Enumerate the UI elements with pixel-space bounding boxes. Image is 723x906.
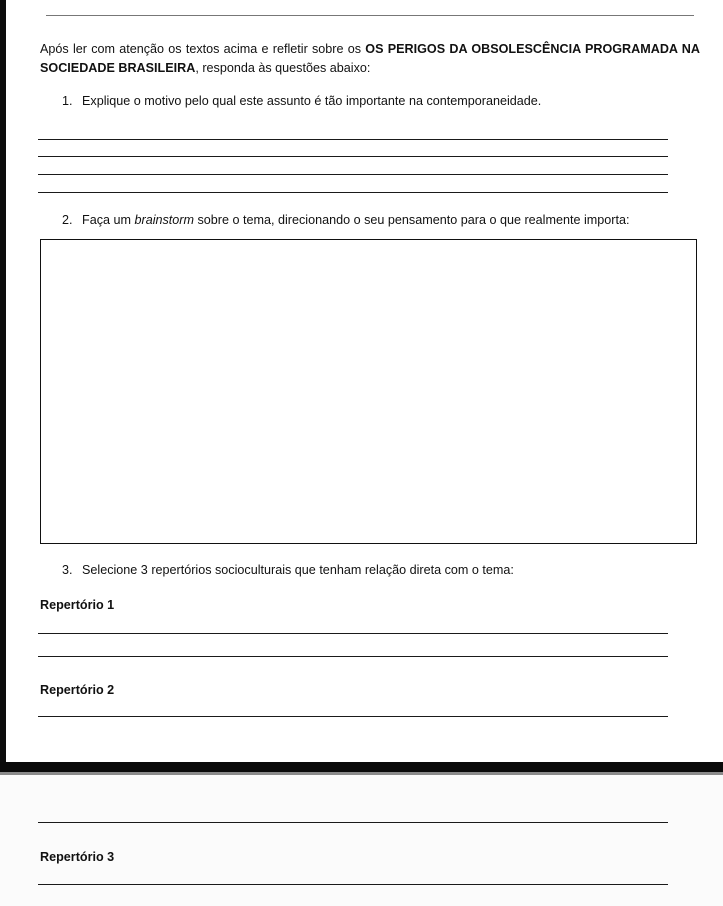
question-3: [62, 563, 514, 577]
question-2-number: 2.: [62, 213, 73, 227]
question-2: [62, 213, 629, 227]
essay-topic: OS PERIGOS DA OBSOLESCÊNCIA PROGRAMADA NA SOCIEDADE BRASILEIRA: [40, 42, 700, 75]
answer-line-q1-2[interactable]: [38, 156, 668, 157]
answer-line-rep3-1[interactable]: [38, 884, 668, 885]
answer-line-rep2-2[interactable]: [38, 822, 668, 823]
brainstorm-answer-box[interactable]: [40, 239, 697, 544]
answer-line-q1-3[interactable]: [38, 174, 668, 175]
question-1-text: Explique o motivo pelo qual este assunto é tão importante na contemporaneidade.: [82, 94, 542, 108]
answer-line-q1-4[interactable]: [38, 192, 668, 193]
question-2-text-start: Faça um: [82, 213, 135, 227]
question-2-brainstorm-word: brainstorm: [134, 213, 194, 227]
instructions-prefix: Após ler com atenção os textos acima e refletir sobre os: [40, 42, 366, 56]
repertoire-3-title: Repertório 3: [40, 850, 115, 864]
instructions-suffix: , responda às questões abaixo:: [195, 61, 371, 75]
page-fold-dark-band: [0, 762, 723, 772]
question-3-number: 3.: [62, 563, 73, 577]
question-1: [62, 94, 541, 108]
answer-line-rep2-1[interactable]: [38, 716, 668, 717]
question-1-number: 1.: [62, 94, 73, 108]
answer-line-rep1-2[interactable]: [38, 656, 668, 657]
question-2-text-end: sobre o tema, direcionando o seu pensamento para o que realmente importa:: [194, 213, 630, 227]
repertoire-1-title: Repertório 1: [40, 598, 115, 612]
question-3-text: Selecione 3 repertórios socioculturais que tenham relação direta com o tema:: [82, 563, 514, 577]
photo-left-edge-shadow: [0, 0, 6, 766]
repertoire-2-title: Repertório 2: [40, 683, 115, 697]
instructions-paragraph: [40, 40, 700, 78]
answer-line-rep1-1[interactable]: [38, 633, 668, 634]
lower-sheet-area: [0, 775, 723, 906]
answer-line-q1-1[interactable]: [38, 139, 668, 140]
top-divider: [46, 15, 694, 16]
